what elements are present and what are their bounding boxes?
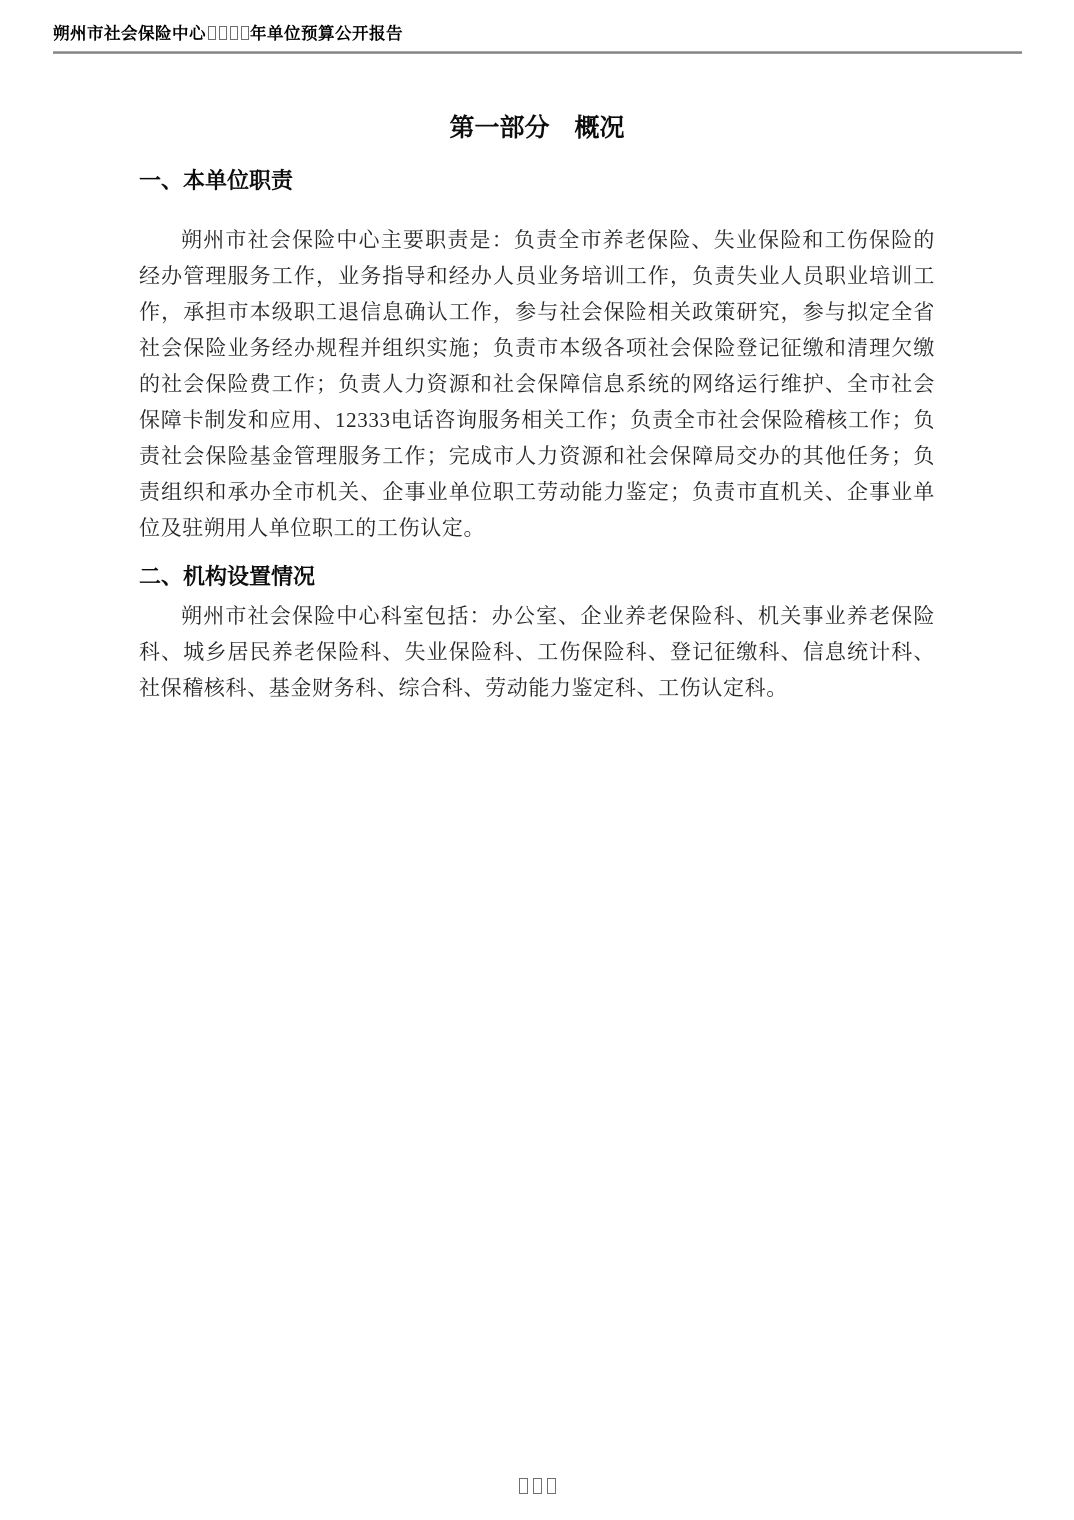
header-title-suffix: 年单位预算公开报告 (250, 25, 403, 43)
missing-glyph-box (547, 1478, 556, 1494)
section-2-heading: 二、机构设置情况 (139, 564, 316, 589)
document-body (139, 0, 935, 706)
part-title: 第一部分 概况 (449, 114, 625, 142)
page-footer (0, 1478, 1074, 1498)
footer-page-number-missing-glyphs (516, 1480, 558, 1497)
section-1-paragraph: 朔州市社会保险中心主要职责是：负责全市养老保险、失业保险和工伤保险的经办管理服务工作，业务指导和经办人员业务培训工作，负责失业人员职业培训工作，承担市本级职工退信息确认工作，参与社会保险相关政策研究，参与拟定全省社会保险业务经办规程并组织实施；负责市本级各项社会保险登记征缴和清理欠缴的社会保险费工作；负责人力资源和社会保障信息系统的网络运行维护、全市社会保障卡制发和应用、12333电话咨询服务相关工作；负责全市社会保险稽核工作；负责社会保险基金管理服务工作；完成市人力资源和社会保障局交办的其他任务；负责组织和承办全市机关、企事业单位职工劳动能力鉴定；负责市直机关、企事业单位及驻朔用人单位职工的工伤认定。 (139, 228, 935, 540)
section-2-paragraph: 朔州市社会保险中心科室包括：办公室、企业养老保险科、机关事业养老保险科、城乡居民养老保险科、失业保险科、工伤保险科、登记征缴科、信息统计科、社保稽核科、基金财务科、综合科、劳动能力鉴定科、工伤认定科。 (139, 604, 935, 700)
missing-glyph-box (519, 1478, 528, 1494)
missing-glyph-box (533, 1478, 542, 1494)
section-1-heading: 一、本单位职责 (139, 168, 294, 193)
header-title-prefix: 朔州市社会保险中心 (53, 25, 206, 43)
